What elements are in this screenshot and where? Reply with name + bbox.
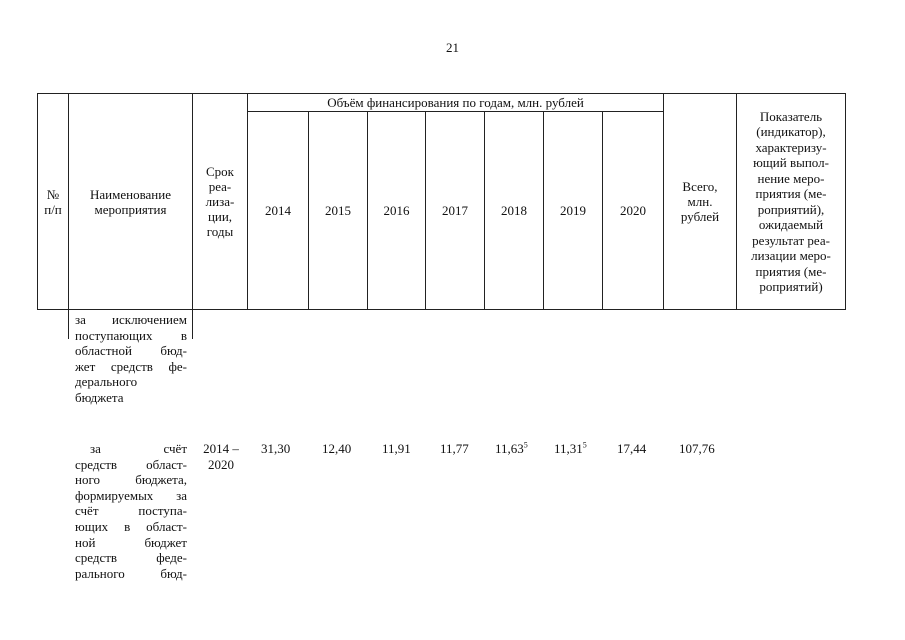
- value-text: 11,91: [382, 441, 411, 456]
- row-name-line: ющих в област-: [75, 518, 187, 534]
- value-total: [679, 441, 715, 457]
- row-name-line: счёт поступа-: [75, 503, 187, 519]
- header-year-label: 2018: [501, 203, 527, 218]
- row-name-line: жет средств фе-: [75, 358, 187, 374]
- header-funding-label: Объём финансирования по годам, млн. рублей: [327, 95, 584, 110]
- page-number: 21: [446, 40, 459, 55]
- header-number-label: № п/п: [44, 186, 62, 217]
- row-name-line: бюджета: [75, 389, 124, 405]
- value-text: 17,44: [617, 441, 647, 456]
- header-year-label: 2015: [325, 203, 351, 218]
- row-name-line: за исключением: [75, 312, 187, 327]
- header-funding: [247, 93, 664, 112]
- header-year: [543, 111, 603, 310]
- row-name-line: ной бюджет: [75, 534, 187, 550]
- header-year-label: 2016: [383, 203, 410, 218]
- value-text: 12,40: [322, 441, 352, 456]
- header-indicator-line: роприятий): [759, 279, 823, 294]
- header-indicator-line: ожидаемый: [758, 217, 824, 232]
- header-indicator-line: нение меро-: [757, 170, 825, 186]
- header-indicator-line: приятия (ме-: [755, 186, 827, 201]
- row-name-line: за счёт: [90, 441, 187, 456]
- column-divider: [192, 309, 193, 339]
- row-name-line: средств област-: [75, 456, 187, 472]
- header-term: [192, 93, 248, 310]
- footnote-mark: 5: [523, 440, 528, 450]
- header-term-line: годы: [206, 224, 234, 239]
- value-2015: [322, 441, 351, 457]
- header-term-line: реа-: [208, 179, 232, 194]
- row-name-line: средств феде-: [75, 550, 187, 566]
- header-indicator-line: лизации меро-: [751, 248, 831, 263]
- row-term: [196, 441, 246, 472]
- header-total-line: млн.: [687, 194, 713, 209]
- row-name-line: поступающих в: [75, 327, 187, 343]
- header-term-line: лиза-: [205, 194, 235, 209]
- header-year: [602, 111, 664, 310]
- header-year-label: 2017: [442, 203, 468, 218]
- header-indicator-line: (индикатор),: [756, 124, 826, 139]
- footnote-mark: 5: [582, 440, 587, 450]
- header-term-line: Срок: [206, 164, 234, 179]
- header-year: [367, 111, 426, 310]
- header-year-label: 2020: [620, 203, 646, 218]
- header-year: [247, 111, 309, 310]
- header-indicator-line: ющий выпол-: [753, 155, 829, 170]
- value-2017: [440, 441, 469, 457]
- value-2016: [382, 441, 411, 457]
- header-total-line: Всего,: [682, 179, 718, 194]
- header-total-line: рублей: [680, 209, 720, 224]
- row-name: [75, 441, 187, 581]
- value-2018: [495, 441, 528, 457]
- row-name-line: дерального: [75, 374, 138, 390]
- row-name-line: рального бюд-: [75, 565, 187, 581]
- value-2020: [617, 441, 646, 457]
- row-name-line: областной бюд-: [75, 343, 187, 359]
- header-indicator-line: роприятий),: [757, 201, 825, 217]
- row-term-line: 2014 –: [203, 441, 239, 456]
- header-indicator-line: приятия (ме-: [755, 263, 827, 279]
- header-indicator: [736, 93, 846, 310]
- value-text: 31,30: [261, 441, 291, 456]
- header-name: [68, 93, 193, 310]
- value-text: 11,77: [440, 441, 469, 456]
- table-row: [75, 312, 187, 406]
- header-term-line: ции,: [207, 209, 233, 224]
- header-total: [663, 93, 737, 310]
- header-year-label: 2014: [265, 203, 291, 218]
- header-indicator-line: результат реа-: [752, 232, 830, 248]
- row-name-line: ного бюджета,: [75, 472, 187, 488]
- value-text: 11,31: [554, 441, 583, 456]
- value-2019: [554, 441, 587, 457]
- column-divider: [68, 309, 69, 339]
- header-year: [425, 111, 485, 310]
- header-name-label: Наименование мероприятия: [90, 186, 171, 217]
- header-year: [484, 111, 544, 310]
- row-name-line: формируемых за: [75, 487, 187, 503]
- header-year: [308, 111, 368, 310]
- value-text: 107,76: [679, 441, 715, 456]
- header-indicator-line: Показатель: [759, 108, 823, 124]
- header-year-label: 2019: [560, 203, 586, 218]
- value-text: 11,63: [495, 441, 524, 456]
- header-number: [37, 93, 69, 310]
- row-term-line: 2020: [208, 456, 234, 472]
- header-indicator-line: характеризу-: [755, 139, 827, 155]
- value-2014: [261, 441, 290, 457]
